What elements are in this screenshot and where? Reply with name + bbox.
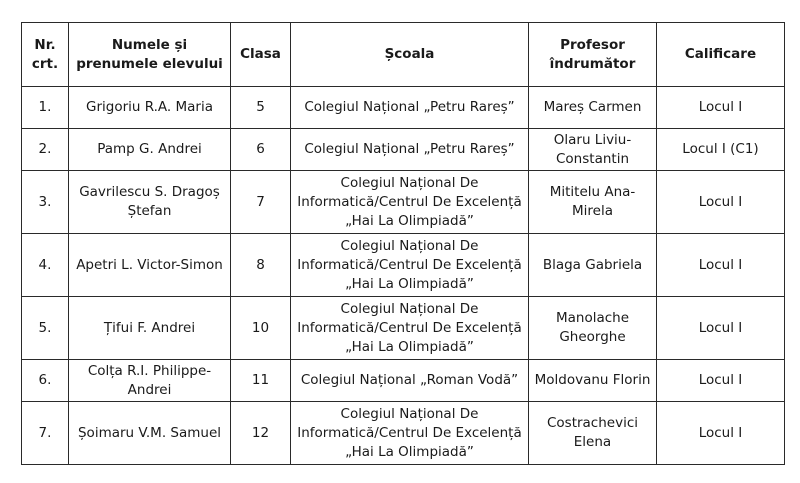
cell-calificare: Locul I (657, 297, 785, 360)
cell-nume: Șoimaru V.M. Samuel (69, 402, 231, 465)
results-table-container (21, 22, 784, 465)
results-table (21, 22, 785, 465)
header-row (22, 23, 785, 87)
table-row (22, 171, 785, 234)
cell-profesor: Manolache Gheorghe (529, 297, 657, 360)
cell-scoala: Colegiul Național De Informatică/Centrul De Excelență „Hai La Olimpiadă” (291, 171, 529, 234)
cell-scoala: Colegiul Național „Petru Rareș” (291, 87, 529, 129)
cell-scoala: Colegiul Național De Informatică/Centrul De Excelență „Hai La Olimpiadă” (291, 234, 529, 297)
cell-scoala: Colegiul Național „Petru Rareș” (291, 129, 529, 171)
header-scoala: Școala (291, 23, 529, 87)
cell-nume: Țifui F. Andrei (69, 297, 231, 360)
cell-profesor: Costrachevici Elena (529, 402, 657, 465)
cell-profesor: Olaru Liviu-Constantin (529, 129, 657, 171)
cell-scoala: Colegiul Național De Informatică/Centrul De Excelență „Hai La Olimpiadă” (291, 402, 529, 465)
table-row (22, 234, 785, 297)
cell-nr: 2. (22, 129, 69, 171)
header-nr: Nr. crt. (22, 23, 69, 87)
cell-clasa: 6 (231, 129, 291, 171)
table-row (22, 129, 785, 171)
cell-clasa: 11 (231, 360, 291, 402)
table-row (22, 360, 785, 402)
cell-clasa: 8 (231, 234, 291, 297)
cell-nume: Apetri L. Victor-Simon (69, 234, 231, 297)
cell-calificare: Locul I (C1) (657, 129, 785, 171)
cell-nr: 6. (22, 360, 69, 402)
cell-nr: 4. (22, 234, 69, 297)
cell-calificare: Locul I (657, 402, 785, 465)
cell-calificare: Locul I (657, 234, 785, 297)
cell-nr: 1. (22, 87, 69, 129)
cell-calificare: Locul I (657, 360, 785, 402)
header-calificare: Calificare (657, 23, 785, 87)
header-clasa: Clasa (231, 23, 291, 87)
table-row (22, 87, 785, 129)
cell-profesor: Moldovanu Florin (529, 360, 657, 402)
cell-profesor: Blaga Gabriela (529, 234, 657, 297)
cell-nr: 5. (22, 297, 69, 360)
table-row (22, 297, 785, 360)
cell-nr: 7. (22, 402, 69, 465)
cell-nume: Grigoriu R.A. Maria (69, 87, 231, 129)
cell-nr: 3. (22, 171, 69, 234)
cell-scoala: Colegiul Național De Informatică/Centrul De Excelență „Hai La Olimpiadă” (291, 297, 529, 360)
cell-calificare: Locul I (657, 87, 785, 129)
cell-clasa: 12 (231, 402, 291, 465)
cell-calificare: Locul I (657, 171, 785, 234)
cell-nume: Colța R.I. Philippe-Andrei (69, 360, 231, 402)
cell-clasa: 5 (231, 87, 291, 129)
header-profesor: Profesor îndrumător (529, 23, 657, 87)
table-row (22, 402, 785, 465)
cell-scoala: Colegiul Național „Roman Vodă” (291, 360, 529, 402)
cell-profesor: Mareș Carmen (529, 87, 657, 129)
cell-profesor: Mititelu Ana-Mirela (529, 171, 657, 234)
header-nume: Numele și prenumele elevului (69, 23, 231, 87)
cell-nume: Pamp G. Andrei (69, 129, 231, 171)
cell-clasa: 7 (231, 171, 291, 234)
cell-clasa: 10 (231, 297, 291, 360)
cell-nume: Gavrilescu S. Dragoș Ștefan (69, 171, 231, 234)
